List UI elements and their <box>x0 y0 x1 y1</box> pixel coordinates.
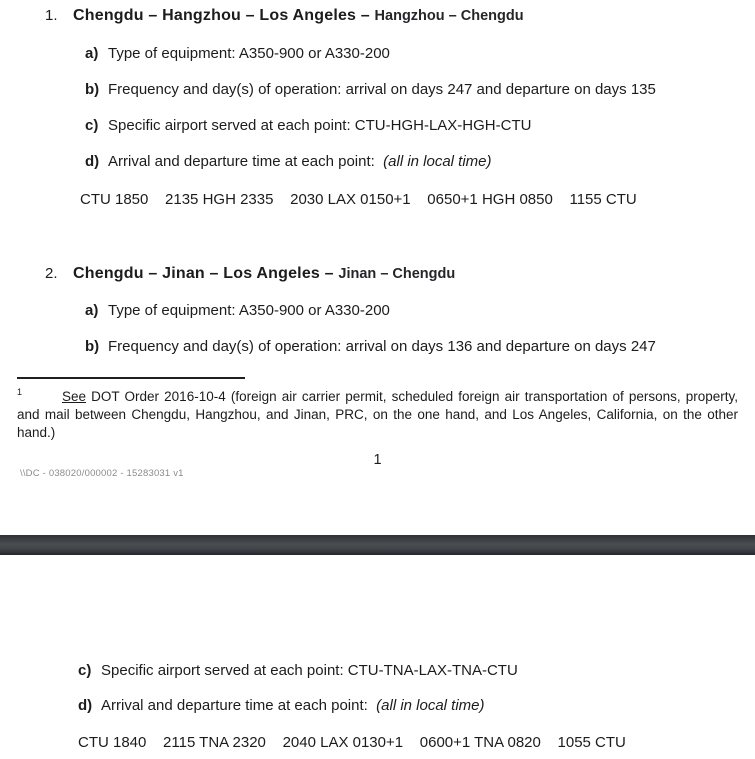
footnote-body-text: DOT Order 2016-10-4 (foreign air carrier permit, scheduled foreign air transportation of persons, property, and mail between Chengdu, Hangzhou, and Jinan, PRC, on the one hand, and Los Angeles, California, on the other hand.) <box>17 389 738 440</box>
page-number: 1 <box>373 452 382 468</box>
page-2-item-d <box>78 696 485 715</box>
section-1-schedule: CTU 1850 2135 HGH 2335 2030 LAX 0150+1 0650+1 HGH 0850 1155 CTU <box>80 191 637 208</box>
item-text: Frequency and day(s) of operation: arrival on days 136 and departure on days 247 <box>108 338 656 355</box>
item-label: d) <box>85 153 100 170</box>
section-1-title-tail: Hangzhou – Chengdu <box>374 8 524 24</box>
item-text: Arrival and departure time at each point: <box>101 697 377 714</box>
section-2-number: 2. <box>45 265 58 282</box>
item-text: Type of equipment: A350-900 or A330-200 <box>108 45 390 62</box>
section-1-item-d <box>85 152 492 171</box>
page-2-schedule: CTU 1840 2115 TNA 2320 2040 LAX 0130+1 0600+1 TNA 0820 1055 CTU <box>78 734 626 751</box>
item-label: a) <box>85 45 99 62</box>
section-2-item-b <box>85 337 656 356</box>
section-2-item-a <box>85 301 390 320</box>
item-label: c) <box>85 117 99 134</box>
footnote <box>17 383 738 442</box>
item-text-italic: (all in local time) <box>383 153 492 170</box>
item-label: b) <box>85 338 100 355</box>
section-2-title-tail: Jinan – Chengdu <box>338 266 456 282</box>
page-2-item-c <box>78 661 518 680</box>
item-text-italic: (all in local time) <box>376 697 485 714</box>
document-id-stamp: \\DC - 038020/000002 - 15283031 v1 <box>20 468 184 479</box>
item-text: Specific airport served at each point: CTU-TNA-LAX-TNA-CTU <box>101 662 518 679</box>
item-text: Specific airport served at each point: CTU-HGH-LAX-HGH-CTU <box>108 117 532 134</box>
item-label: a) <box>85 302 99 319</box>
footnote-marker: 1 <box>17 387 23 397</box>
section-1-heading <box>45 6 524 26</box>
item-text: Arrival and departure time at each point: <box>108 153 384 170</box>
item-label: b) <box>85 81 100 98</box>
footnote-see-citation: See <box>62 389 87 404</box>
item-label: d) <box>78 697 93 714</box>
section-2-title-main: Chengdu – Jinan – Los Angeles – <box>73 265 339 282</box>
page-separator-bar <box>0 535 755 555</box>
item-label: c) <box>78 662 92 679</box>
section-2-heading <box>45 264 455 284</box>
section-1-title-main: Chengdu – Hangzhou – Los Angeles – <box>73 7 375 24</box>
footnote-separator-rule <box>17 377 245 379</box>
pdf-page-2 <box>0 555 755 759</box>
section-1-item-c <box>85 116 531 135</box>
item-text: Type of equipment: A350-900 or A330-200 <box>108 302 390 319</box>
section-1-item-b <box>85 80 656 99</box>
section-1-number: 1. <box>45 7 58 24</box>
item-text: Frequency and day(s) of operation: arrival on days 247 and departure on days 135 <box>108 81 656 98</box>
section-1-item-a <box>85 44 390 63</box>
